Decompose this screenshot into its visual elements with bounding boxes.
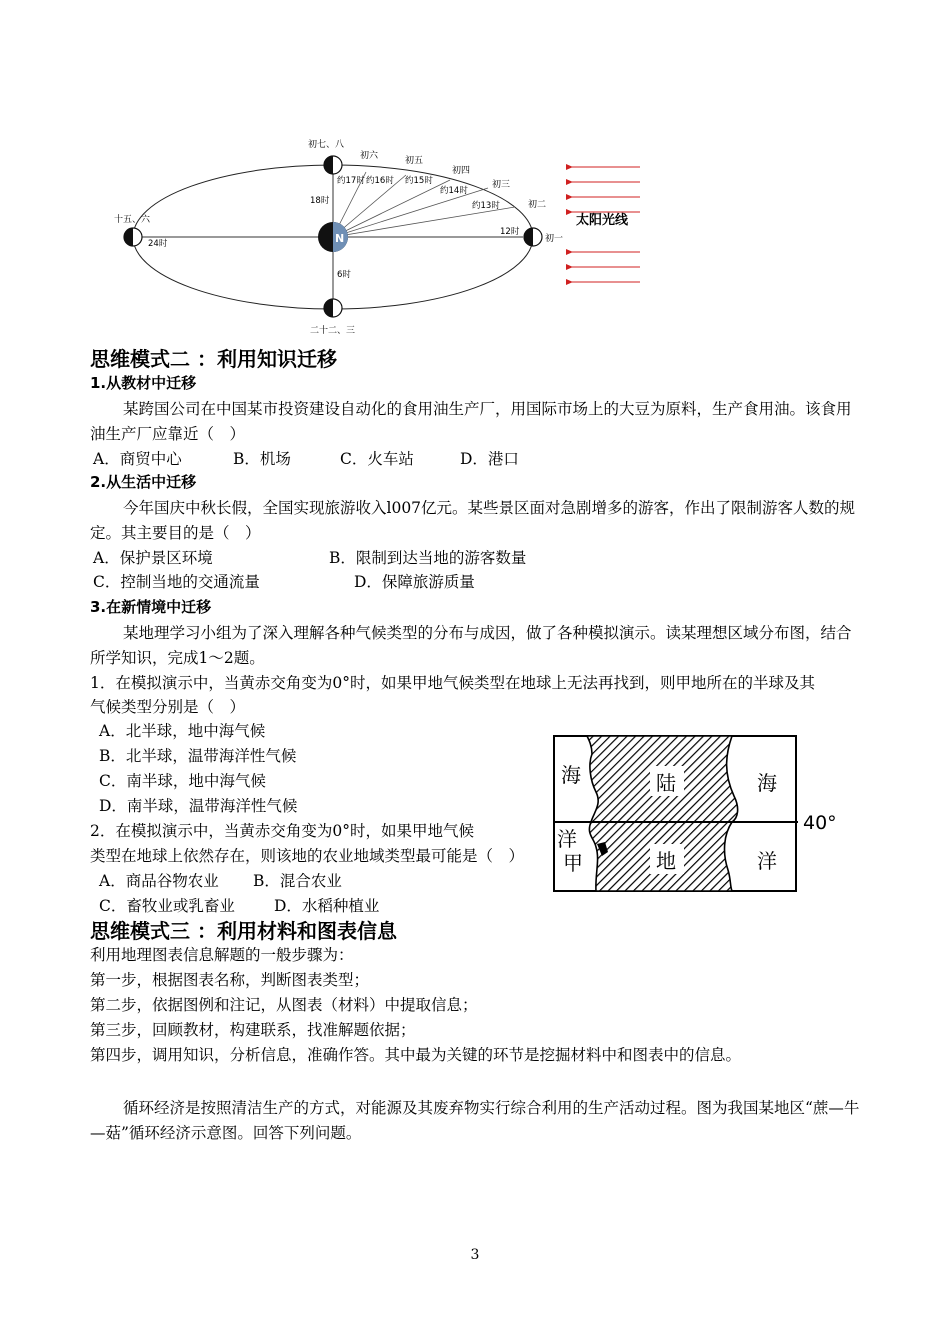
label-day22-23: 二十二、三 bbox=[310, 326, 356, 336]
sub1-option-a: A．商贸中心 bbox=[93, 450, 182, 468]
sub1-option-d: D．港口 bbox=[460, 450, 519, 468]
sub2-stem: 今年国庆中秋长假，全国实现旅游收入l007亿元。某些景区面对急剧增多的游客，作出了限制游客人数的规定。其主要目的是（ ） bbox=[90, 499, 856, 542]
sub3-title: 3.在新情境中迁移 bbox=[90, 598, 212, 616]
sub2-option-c: C．控制当地的交通流量 bbox=[93, 573, 260, 591]
sub3-stem: 某地理学习小组为了深入理解各种气候类型的分布与成因，做了各种模拟演示。读某理想区域分布图，结合所学知识，完成1～2题。 bbox=[90, 624, 852, 667]
sub1-option-c: C．火车站 bbox=[340, 450, 414, 468]
q2-option-b: B．混合农业 bbox=[253, 872, 342, 890]
sub2-option-a: A．保护景区环境 bbox=[93, 549, 213, 567]
sub2-title: 2.从生活中迁移 bbox=[90, 473, 197, 491]
page-number: 3 bbox=[470, 1247, 480, 1263]
land-label-2: 地 bbox=[656, 849, 676, 873]
q2-stem-line2: 类型在地球上依然存在，则该地的农业地域类型最可能是（ ） bbox=[90, 847, 525, 865]
q1-option-a: A．北半球，地中海气候 bbox=[99, 722, 266, 740]
q1-stem-line1: 1．在模拟演示中，当黄赤交角变为0°时，如果甲地气候类型在地球上无法再找到，则甲地所在的半球及其 bbox=[90, 674, 815, 692]
label-t17: 约17时 bbox=[337, 176, 365, 186]
label-t13: 约13时 bbox=[472, 201, 500, 211]
label-t15: 约15时 bbox=[405, 176, 433, 186]
moon-bottom bbox=[324, 299, 342, 317]
section3-title: 思维模式三 ：利用材料和图表信息 bbox=[90, 919, 397, 943]
label-t16: 约16时 bbox=[366, 176, 394, 186]
q2-stem-line1: 2．在模拟演示中，当黄赤交角变为0°时，如果甲地气候 bbox=[90, 822, 474, 840]
north-label: N bbox=[335, 232, 345, 245]
q1-option-c: C．南半球，地中海气候 bbox=[99, 772, 266, 790]
label-day4: 初四 bbox=[452, 166, 471, 176]
label-day6: 初六 bbox=[360, 151, 379, 161]
q1-option-b: B．北半球，温带海洋性气候 bbox=[99, 747, 297, 765]
ocean-right-label: 洋 bbox=[757, 849, 777, 873]
label-day5: 初五 bbox=[405, 156, 424, 166]
section3-intro: 利用地理图表信息解题的一般步骤为： bbox=[90, 946, 354, 964]
land-label-1: 陆 bbox=[656, 771, 676, 795]
q2-option-c: C．畜牧业或乳畜业 bbox=[99, 897, 235, 915]
q2-option-d: D．水稻种植业 bbox=[274, 897, 380, 915]
sunlight-label: 太阳光线 bbox=[576, 213, 629, 228]
q2-option-a: A．商品谷物农业 bbox=[99, 872, 219, 890]
label-day7-8: 初七、八 bbox=[308, 140, 345, 150]
q1-stem-line2: 气候类型分别是（ ） bbox=[90, 698, 246, 716]
label-t24: 24时 bbox=[148, 239, 168, 249]
section3-step3: 第三步，回顾教材，构建联系，找准解题依据； bbox=[90, 1021, 416, 1039]
label-day3: 初三 bbox=[492, 180, 511, 190]
ocean-left-label: 洋 bbox=[557, 827, 577, 851]
label-day15-16: 十五、六 bbox=[114, 215, 151, 225]
moon-phase-diagram bbox=[100, 135, 660, 340]
sub1-stem: 某跨国公司在中国某市投资建设自动化的食用油生产厂，用国际市场上的大豆为原料，生产食用油。该食用油生产厂应靠近（ ） bbox=[90, 400, 852, 443]
section2-title: 思维模式二 ：利用知识迁移 bbox=[90, 347, 337, 371]
section3-step4: 第四步，调用知识，分析信息，准确作答。其中最为关键的环节是挖掘材料中和图表中的信息。 bbox=[90, 1046, 742, 1064]
moon-top bbox=[324, 156, 342, 174]
section3-step1: 第一步，根据图表名称，判断图表类型； bbox=[90, 971, 370, 989]
q1-option-d: D．南半球，温带海洋性气候 bbox=[99, 797, 298, 815]
label-t6: 6时 bbox=[337, 270, 351, 280]
moon-right bbox=[524, 228, 542, 246]
region-map bbox=[552, 734, 847, 894]
sub2-option-b: B．限制到达当地的游客数量 bbox=[329, 549, 527, 567]
moon-left bbox=[124, 228, 142, 246]
section3-step2: 第二步，依据图例和注记，从图表（材料）中提取信息； bbox=[90, 996, 478, 1014]
latitude-label: 40° bbox=[803, 812, 837, 834]
label-t12: 12时 bbox=[500, 227, 520, 237]
label-t18: 18时 bbox=[310, 196, 330, 206]
sub2-option-d: D．保障旅游质量 bbox=[354, 573, 475, 591]
jia-label: 甲 bbox=[563, 851, 583, 875]
sub1-title: 1.从教材中迁移 bbox=[90, 374, 197, 392]
label-t14: 约14时 bbox=[440, 186, 468, 196]
label-day1: 初一 bbox=[545, 234, 564, 244]
label-day2: 初二 bbox=[528, 200, 547, 210]
section3-paragraph: 循环经济是按照清洁生产的方式，对能源及其废弃物实行综合利用的生产活动过程。图为我国某地区“蔗—牛—菇”循环经济示意图。回答下列问题。 bbox=[90, 1099, 860, 1142]
sub1-option-b: B．机场 bbox=[233, 450, 291, 468]
sea-left-label: 海 bbox=[561, 763, 581, 787]
sea-right-label: 海 bbox=[757, 771, 777, 795]
